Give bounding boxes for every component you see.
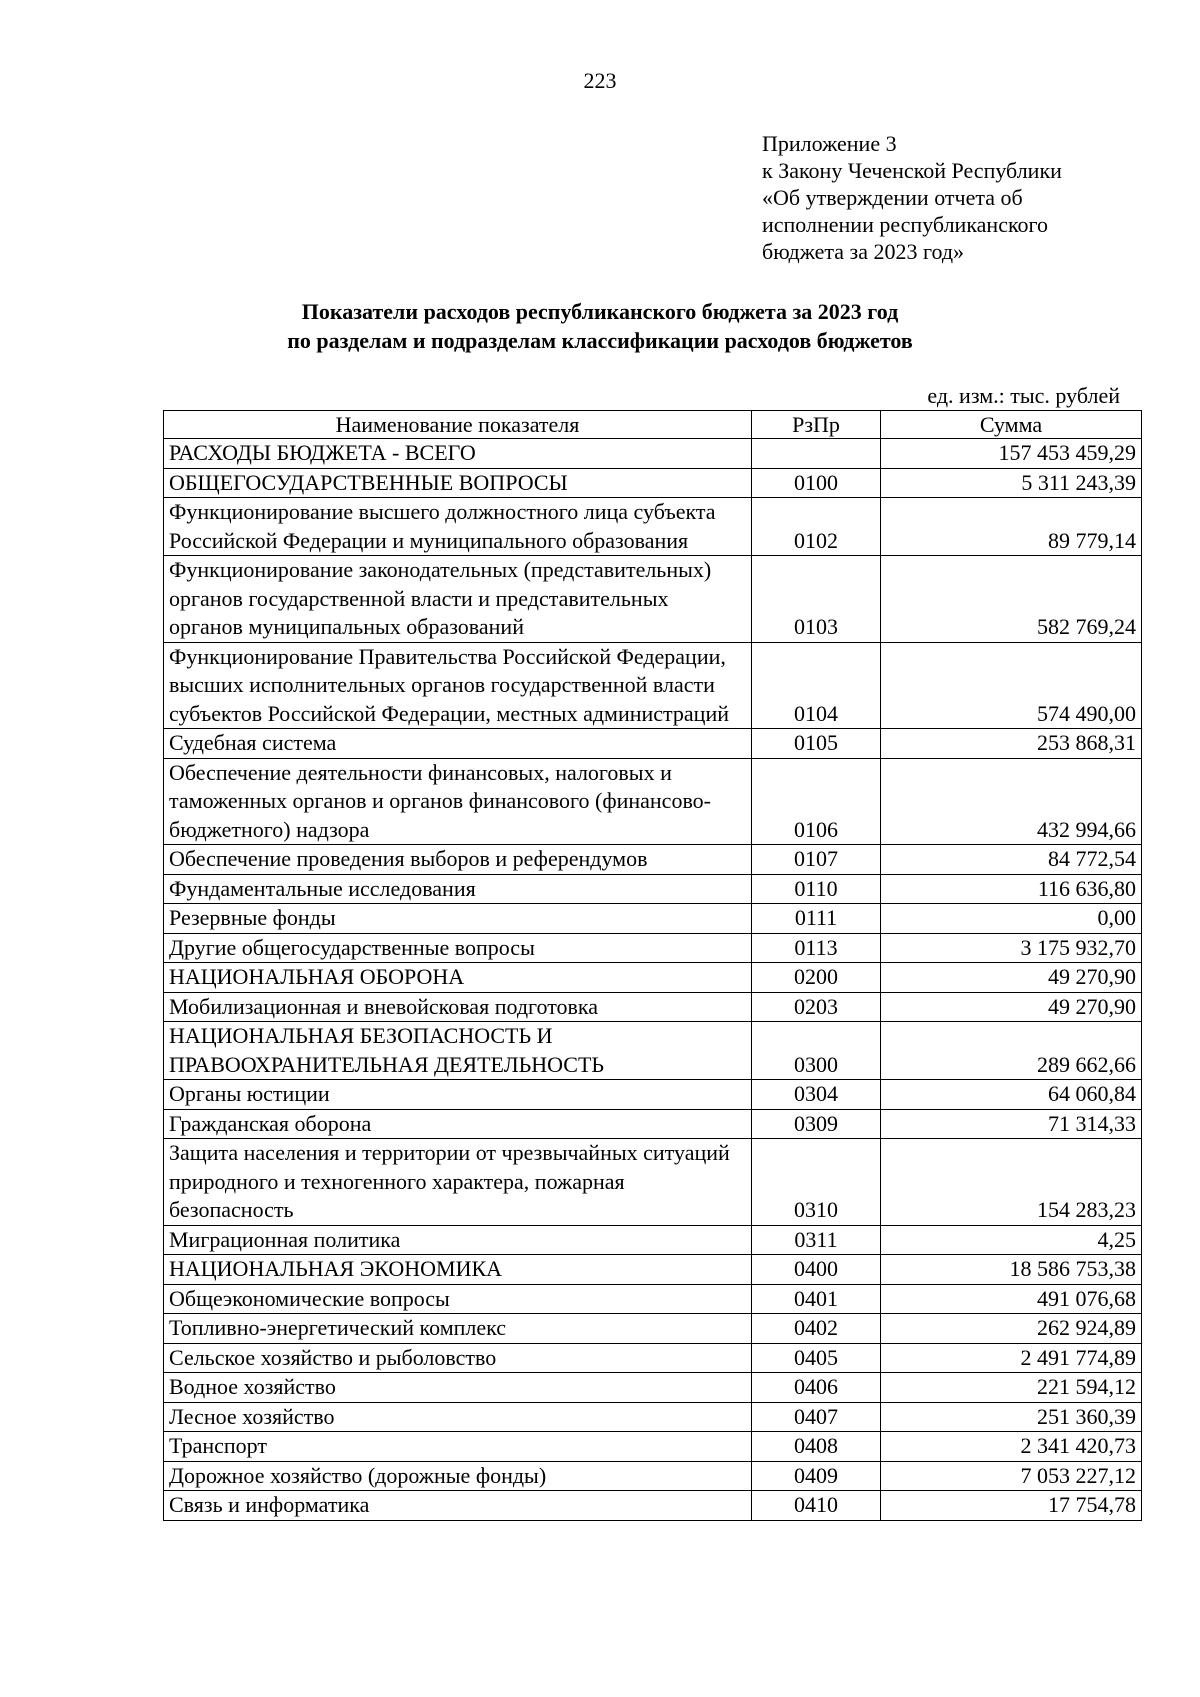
row-name-cell: Резервные фонды <box>164 904 752 934</box>
row-code-cell: 0113 <box>752 933 881 963</box>
row-name-cell: Обеспечение проведения выборов и референдумов <box>164 845 752 875</box>
row-sum-cell: 71 314,33 <box>881 1109 1142 1139</box>
row-sum-cell: 18 586 753,38 <box>881 1255 1142 1285</box>
table-row <box>164 1373 1142 1403</box>
row-name-cell: Общеэкономические вопросы <box>164 1284 752 1314</box>
row-sum-cell: 89 779,14 <box>881 498 1142 556</box>
row-code-cell: 0104 <box>752 642 881 729</box>
row-code-cell: 0304 <box>752 1080 881 1110</box>
row-name-cell: Связь и информатика <box>164 1491 752 1521</box>
row-sum-cell: 289 662,66 <box>881 1022 1142 1080</box>
row-code-cell: 0200 <box>752 963 881 993</box>
row-sum-cell: 157 453 459,29 <box>881 439 1142 469</box>
appendix-line: бюджета за 2023 год» <box>762 239 965 264</box>
column-header-code: РзПр <box>752 411 881 439</box>
document-title <box>0 297 1200 355</box>
table-row <box>164 556 1142 643</box>
row-code-cell: 0103 <box>752 556 881 643</box>
row-sum-cell: 84 772,54 <box>881 845 1142 875</box>
table-header-row <box>164 411 1142 439</box>
row-sum-cell: 17 754,78 <box>881 1491 1142 1521</box>
table-row <box>164 1343 1142 1373</box>
row-name-cell: Дорожное хозяйство (дорожные фонды) <box>164 1461 752 1491</box>
row-code-cell: 0401 <box>752 1284 881 1314</box>
row-name-cell: ОБЩЕГОСУДАРСТВЕННЫЕ ВОПРОСЫ <box>164 468 752 498</box>
row-sum-cell: 432 994,66 <box>881 758 1142 845</box>
row-sum-cell: 116 636,80 <box>881 874 1142 904</box>
appendix-note <box>762 130 1182 265</box>
column-header-sum: Сумма <box>881 411 1142 439</box>
table-row <box>164 1080 1142 1110</box>
table-row <box>164 1461 1142 1491</box>
row-name-cell: Органы юстиции <box>164 1080 752 1110</box>
row-sum-cell: 5 311 243,39 <box>881 468 1142 498</box>
table-row <box>164 992 1142 1022</box>
row-sum-cell: 154 283,23 <box>881 1139 1142 1226</box>
row-name-cell: Функционирование законодательных (представительных) органов государственной власти и представительных органов муниципальных образований <box>164 556 752 643</box>
row-name-cell: Водное хозяйство <box>164 1373 752 1403</box>
row-name-cell: Сельское хозяйство и рыболовство <box>164 1343 752 1373</box>
row-code-cell: 0310 <box>752 1139 881 1226</box>
row-sum-cell: 49 270,90 <box>881 992 1142 1022</box>
table-row <box>164 1225 1142 1255</box>
table-row <box>164 729 1142 759</box>
unit-label: ед. изм.: тыс. рублей <box>927 383 1120 408</box>
row-code-cell: 0408 <box>752 1432 881 1462</box>
row-sum-cell: 262 924,89 <box>881 1314 1142 1344</box>
page-number: 223 <box>583 68 617 93</box>
row-name-cell: Фундаментальные исследования <box>164 874 752 904</box>
row-sum-cell: 64 060,84 <box>881 1080 1142 1110</box>
table-row <box>164 904 1142 934</box>
row-code-cell: 0311 <box>752 1225 881 1255</box>
row-name-cell: НАЦИОНАЛЬНАЯ ОБОРОНА <box>164 963 752 993</box>
row-code-cell: 0407 <box>752 1402 881 1432</box>
row-name-cell: Судебная система <box>164 729 752 759</box>
row-code-cell: 0409 <box>752 1461 881 1491</box>
row-sum-cell: 574 490,00 <box>881 642 1142 729</box>
table-row <box>164 1402 1142 1432</box>
row-code-cell: 0402 <box>752 1314 881 1344</box>
row-name-cell: Транспорт <box>164 1432 752 1462</box>
row-name-cell: НАЦИОНАЛЬНАЯ БЕЗОПАСНОСТЬ И ПРАВООХРАНИТЕЛЬНАЯ ДЕЯТЕЛЬНОСТЬ <box>164 1022 752 1080</box>
row-code-cell: 0107 <box>752 845 881 875</box>
row-code-cell: 0405 <box>752 1343 881 1373</box>
row-name-cell: Функционирование Правительства Российской Федерации, высших исполнительных органов государственной власти субъектов Российской Федерации, местных администраций <box>164 642 752 729</box>
appendix-line: к Закону Чеченской Республики <box>762 158 1062 183</box>
row-code-cell: 0105 <box>752 729 881 759</box>
table-row <box>164 874 1142 904</box>
row-code-cell: 0309 <box>752 1109 881 1139</box>
table-row <box>164 933 1142 963</box>
table-row <box>164 1022 1142 1080</box>
row-sum-cell: 2 341 420,73 <box>881 1432 1142 1462</box>
row-sum-cell: 49 270,90 <box>881 963 1142 993</box>
table-row <box>164 1255 1142 1285</box>
row-sum-cell: 2 491 774,89 <box>881 1343 1142 1373</box>
document-title-line: Показатели расходов республиканского бюджета за 2023 год <box>301 299 899 324</box>
row-code-cell: 0400 <box>752 1255 881 1285</box>
row-name-cell: Защита населения и территории от чрезвычайных ситуаций природного и техногенного характера, пожарная безопасность <box>164 1139 752 1226</box>
row-sum-cell: 253 868,31 <box>881 729 1142 759</box>
row-name-cell: Другие общегосударственные вопросы <box>164 933 752 963</box>
row-name-cell: РАСХОДЫ БЮДЖЕТА - ВСЕГО <box>164 439 752 469</box>
row-name-cell: Гражданская оборона <box>164 1109 752 1139</box>
row-sum-cell: 251 360,39 <box>881 1402 1142 1432</box>
row-sum-cell: 3 175 932,70 <box>881 933 1142 963</box>
row-code-cell: 0110 <box>752 874 881 904</box>
appendix-line: исполнении республиканского <box>762 212 1049 237</box>
row-code-cell: 0406 <box>752 1373 881 1403</box>
row-code-cell: 0102 <box>752 498 881 556</box>
row-code-cell: 0203 <box>752 992 881 1022</box>
table-row <box>164 845 1142 875</box>
row-code-cell <box>752 439 881 469</box>
row-code-cell: 0111 <box>752 904 881 934</box>
budget-expenses-table <box>163 410 1142 1521</box>
row-name-cell: Мобилизационная и вневойсковая подготовка <box>164 992 752 1022</box>
column-header-name: Наименование показателя <box>164 411 752 439</box>
row-name-cell: НАЦИОНАЛЬНАЯ ЭКОНОМИКА <box>164 1255 752 1285</box>
appendix-line: «Об утверждении отчета об <box>762 185 1023 210</box>
document-title-line: по разделам и подразделам классификации расходов бюджетов <box>287 328 913 353</box>
row-sum-cell: 0,00 <box>881 904 1142 934</box>
table-row <box>164 642 1142 729</box>
row-sum-cell: 221 594,12 <box>881 1373 1142 1403</box>
row-name-cell: Лесное хозяйство <box>164 1402 752 1432</box>
row-sum-cell: 582 769,24 <box>881 556 1142 643</box>
table-row <box>164 758 1142 845</box>
table-row <box>164 1109 1142 1139</box>
row-code-cell: 0106 <box>752 758 881 845</box>
table-row <box>164 498 1142 556</box>
row-sum-cell: 491 076,68 <box>881 1284 1142 1314</box>
row-name-cell: Топливно-энергетический комплекс <box>164 1314 752 1344</box>
row-sum-cell: 4,25 <box>881 1225 1142 1255</box>
table-row <box>164 1139 1142 1226</box>
row-sum-cell: 7 053 227,12 <box>881 1461 1142 1491</box>
row-name-cell: Функционирование высшего должностного лица субъекта Российской Федерации и муниципального образования <box>164 498 752 556</box>
table-row <box>164 1284 1142 1314</box>
row-code-cell: 0300 <box>752 1022 881 1080</box>
appendix-line: Приложение 3 <box>762 131 897 156</box>
row-name-cell: Миграционная политика <box>164 1225 752 1255</box>
row-code-cell: 0410 <box>752 1491 881 1521</box>
table-row <box>164 1432 1142 1462</box>
row-code-cell: 0100 <box>752 468 881 498</box>
table-row <box>164 439 1142 469</box>
table-row <box>164 468 1142 498</box>
table-row <box>164 1314 1142 1344</box>
row-name-cell: Обеспечение деятельности финансовых, налоговых и таможенных органов и органов финансового (финансово-бюджетного) надзора <box>164 758 752 845</box>
table-body <box>164 439 1142 1521</box>
table-row <box>164 963 1142 993</box>
table-row <box>164 1491 1142 1521</box>
